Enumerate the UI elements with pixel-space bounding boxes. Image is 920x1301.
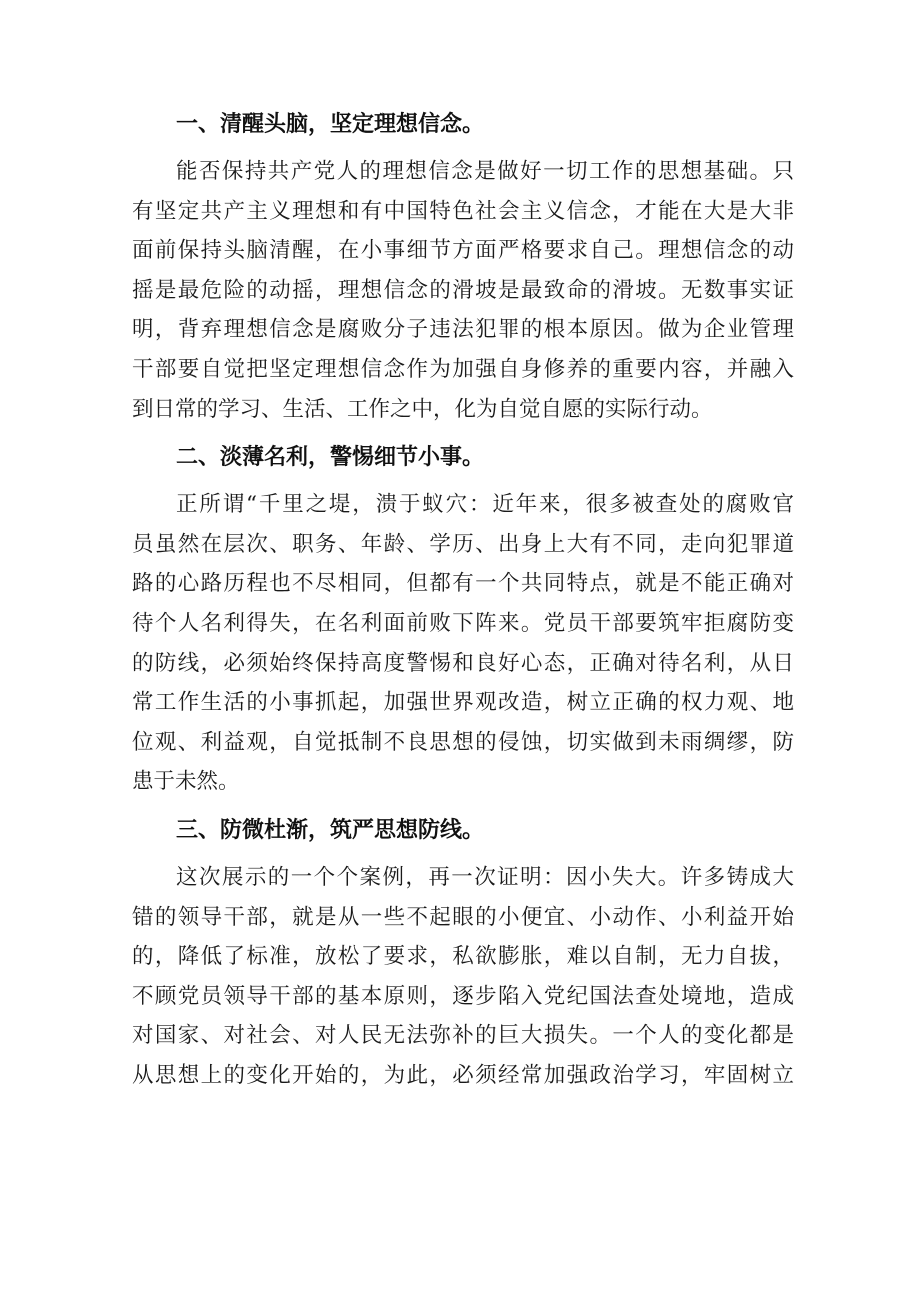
section-2 — [132, 443, 794, 802]
paragraph-line: 能否保持共产党人的理想信念是做好一切工作的思想基础。只 — [176, 159, 796, 184]
section-paragraph — [132, 152, 794, 429]
paragraph-line: 有坚定共产主义理想和有中国特色社会主义信念，才能在大是大非 — [132, 198, 796, 224]
paragraph-line: 位观、利益观，自觉抵制不良思想的侵蚀，切实做到未雨绸缪，防 — [132, 729, 796, 755]
paragraph-line: 员虽然在层次、职务、年龄、学历、出身上大有不同，走向犯罪道 — [132, 531, 796, 557]
paragraph-line: 干部要自觉把坚定理想信念作为加强自身修养的重要内容，并融入 — [132, 356, 796, 382]
section-heading: 一、清醒头脑，坚定理想信念。 — [176, 112, 485, 137]
document-page — [132, 110, 794, 1109]
paragraph-line: 对国家、对社会、对人民无法弥补的巨大损失。一个人的变化都是 — [132, 1023, 796, 1049]
paragraph-line: 不顾党员领导干部的基本原则，逐步陷入党纪国法查处境地，造成 — [132, 983, 796, 1009]
section-paragraph — [132, 485, 794, 802]
paragraph-line: 明，背弃理想信念是腐败分子违法犯罪的根本原因。做为企业管理 — [132, 317, 796, 343]
paragraph-line: 的防线，必须始终保持高度警惕和良好心态，正确对待名利，从日 — [132, 650, 796, 676]
paragraph-line: 摇是最危险的动摇，理想信念的滑坡是最致命的滑坡。无数事实证 — [132, 277, 796, 303]
paragraph-line: 路的心路历程也不尽相同，但都有一个共同特点，就是不能正确对 — [132, 571, 796, 597]
paragraph-line: 的，降低了标准，放松了要求，私欲膨胀，难以自制，无力自拔， — [132, 944, 796, 970]
paragraph-line: 面前保持头脑清醒，在小事细节方面严格要求自己。理想信念的动 — [132, 238, 796, 264]
section-heading: 二、淡薄名利，警惕细节小事。 — [176, 445, 485, 471]
paragraph-line: 这次展示的一个个案例，再一次证明：因小失大。许多铸成大 — [176, 864, 796, 890]
paragraph-line: 待个人名利得失，在名利面前败下阵来。党员干部要筑牢拒腐防变 — [132, 610, 796, 636]
section-3 — [132, 816, 794, 1096]
paragraph-line: 到日常的学习、生活、工作之中，化为自觉自愿的实际行动。 — [132, 396, 713, 422]
paragraph-line: 错的领导干部，就是从一些不起眼的小便宜、小动作、小利益开始 — [132, 904, 796, 930]
paragraph-line: 常工作生活的小事抓起，加强世界观改造，树立正确的权力观、地 — [132, 690, 796, 716]
paragraph-line: 患于未然。 — [132, 769, 240, 795]
section-heading: 三、防微杜渐，筑严思想防线。 — [176, 817, 485, 843]
section-paragraph — [132, 858, 794, 1096]
paragraph-line: 正所谓“千里之堤，溃于蚁穴：近年来，很多被查处的腐败官 — [176, 492, 796, 518]
paragraph-line: 从思想上的变化开始的，为此，必须经常加强政治学习，牢固树立 — [132, 1062, 796, 1088]
section-1 — [132, 110, 794, 429]
